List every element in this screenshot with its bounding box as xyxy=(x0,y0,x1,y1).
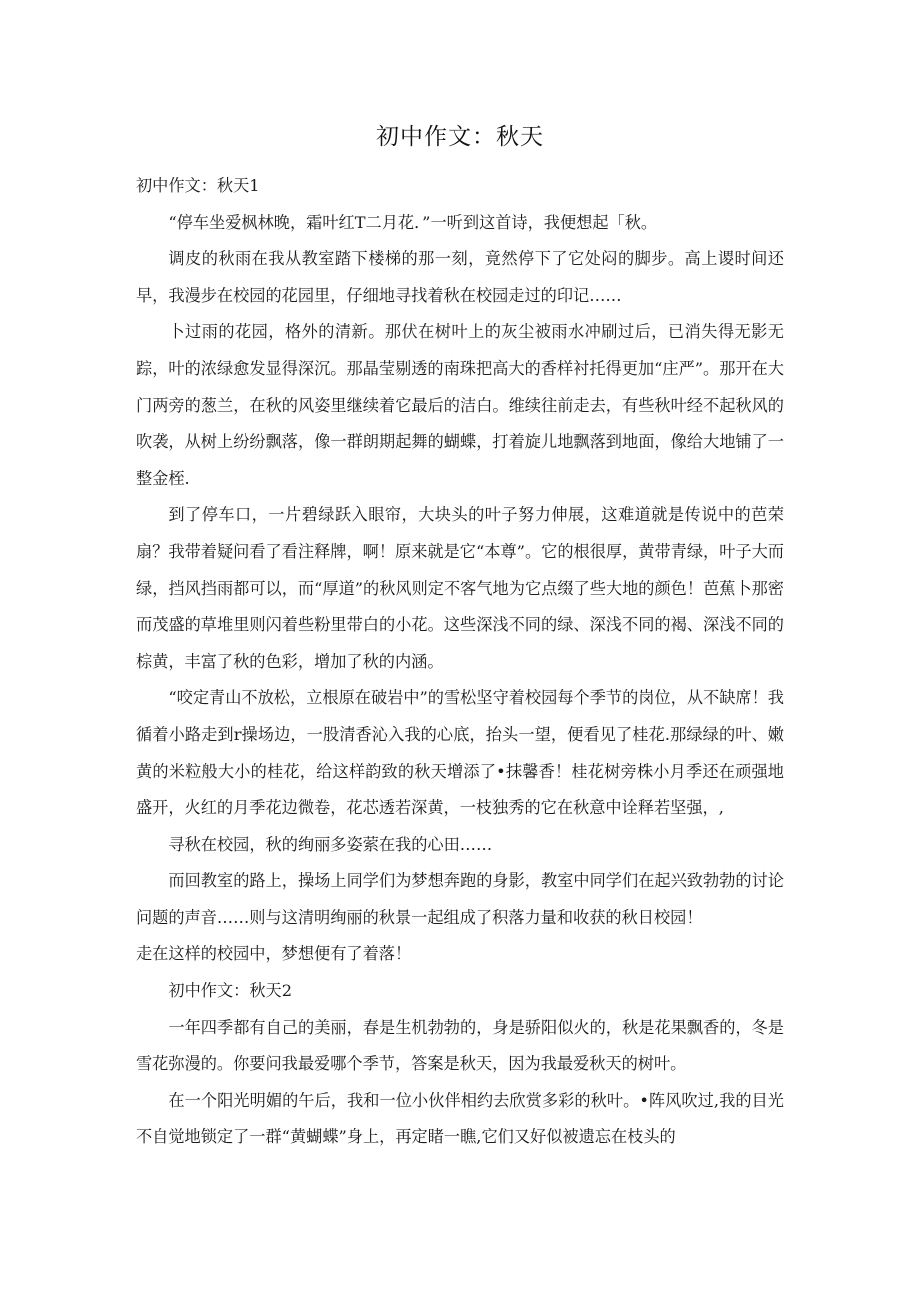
paragraph: 在一个阳光明媚的午后，我和一位小伙伴相约去欣赏多彩的秋叶。•阵风吹过,我的目光不自觉地锁定了一群“黄蝴蝶”身上，再定睹一瞧,它们又好似被遗忘在枝头的 xyxy=(136,1090,784,1147)
paragraph: 走在这样的校园中，梦想便有了着落！ xyxy=(136,944,412,964)
paragraph: 到了停车口，一片碧绿跃入眼帘，大块头的叶子努力伸展，这难道就是传说中的芭荣扇？我带着疑问看了看注释牌，啊！原来就是它“本尊”。它的根很厚，黄带青绿，叶子大而绿，挡风挡雨都可以，而“厚道”的秋风则定不客气地为它点缀了些大地的颜色！芭蕉卜那密而茂盛的草堆里则闪着些粉里带白的小花。这些深浅不同的绿、深浅不同的褐、深浅不同的棕黄，丰富了秋的色彩，增加了秋的内涵。 xyxy=(136,505,784,671)
paragraph: 一年四季都有自己的美丽，春是生机勃勃的，身是骄阳似火的，秋是花果飘香的，冬是雪花弥漫的。你要问我最爱哪个季节，答案是秋天，因为我最爱秋天的树叶。 xyxy=(136,1017,784,1074)
paragraph: 而回教室的路上，操场上同学们为梦想奔跑的身影，教室中同学们在起兴致勃勃的讨论问题的声音……则与这清明绚丽的秋景一起组成了积落力量和收获的秋日校园！ xyxy=(136,871,784,927)
section-heading-2: 初中作文：秋天2 xyxy=(168,981,293,1001)
paragraph: “停车坐爱枫林晚，霜叶红T二月花．”一听到这首诗，我便想起「秋。 xyxy=(168,212,658,232)
paragraph: 调皮的秋雨在我从教室踏下楼梯的那一刻，竟然停下了它处闷的脚步。高上谡时间还早，我漫步在校园的花园里，仔细地寻找着秋在校园走过的印记…… xyxy=(136,249,784,305)
section-heading-1: 初中作文：秋天1 xyxy=(136,176,260,195)
paragraph: 寻秋在校园，秋的绚丽多姿萦在我的心田…… xyxy=(168,834,493,854)
paragraph: 卜过雨的花园，格外的清新。那伏在树叶上的灰尘被雨水冲刷过后，已消失得无影无踪，叶的浓绿愈发显得深沉。那晶莹剔透的南珠把高大的香样衬托得更加“庄严”。那开在大门两旁的葱兰，在秋的风姿里继续着它最后的洁白。维续往前走去，有些秋叶经不起秋风的吹袭，从树上纷纷飘落，像一群朗期起舞的蝴蝶，打着旋儿地飘落到地面，像给大地铺了一整金桎. xyxy=(136,322,784,488)
document-title: 初中作文：秋天 xyxy=(376,124,544,150)
document-body xyxy=(136,168,784,1156)
paragraph: “咬定青山不放松，立根原在破岩中”的雪松坚守着校园每个季节的岗位，从不缺席！我循着小路走到r操场边，一股清香沁入我的心底，抬头一望，便看见了桂花.那绿绿的叶、嫩黄的米粒般大小的桂花，给这样韵致的秋天增添了•抹馨香！桂花树旁株小月季还在顽强地盛开，火红的月季花边微卷，花芯透若深黄，一枝独秀的它在秋意中诠释若坚强，, xyxy=(136,688,784,818)
